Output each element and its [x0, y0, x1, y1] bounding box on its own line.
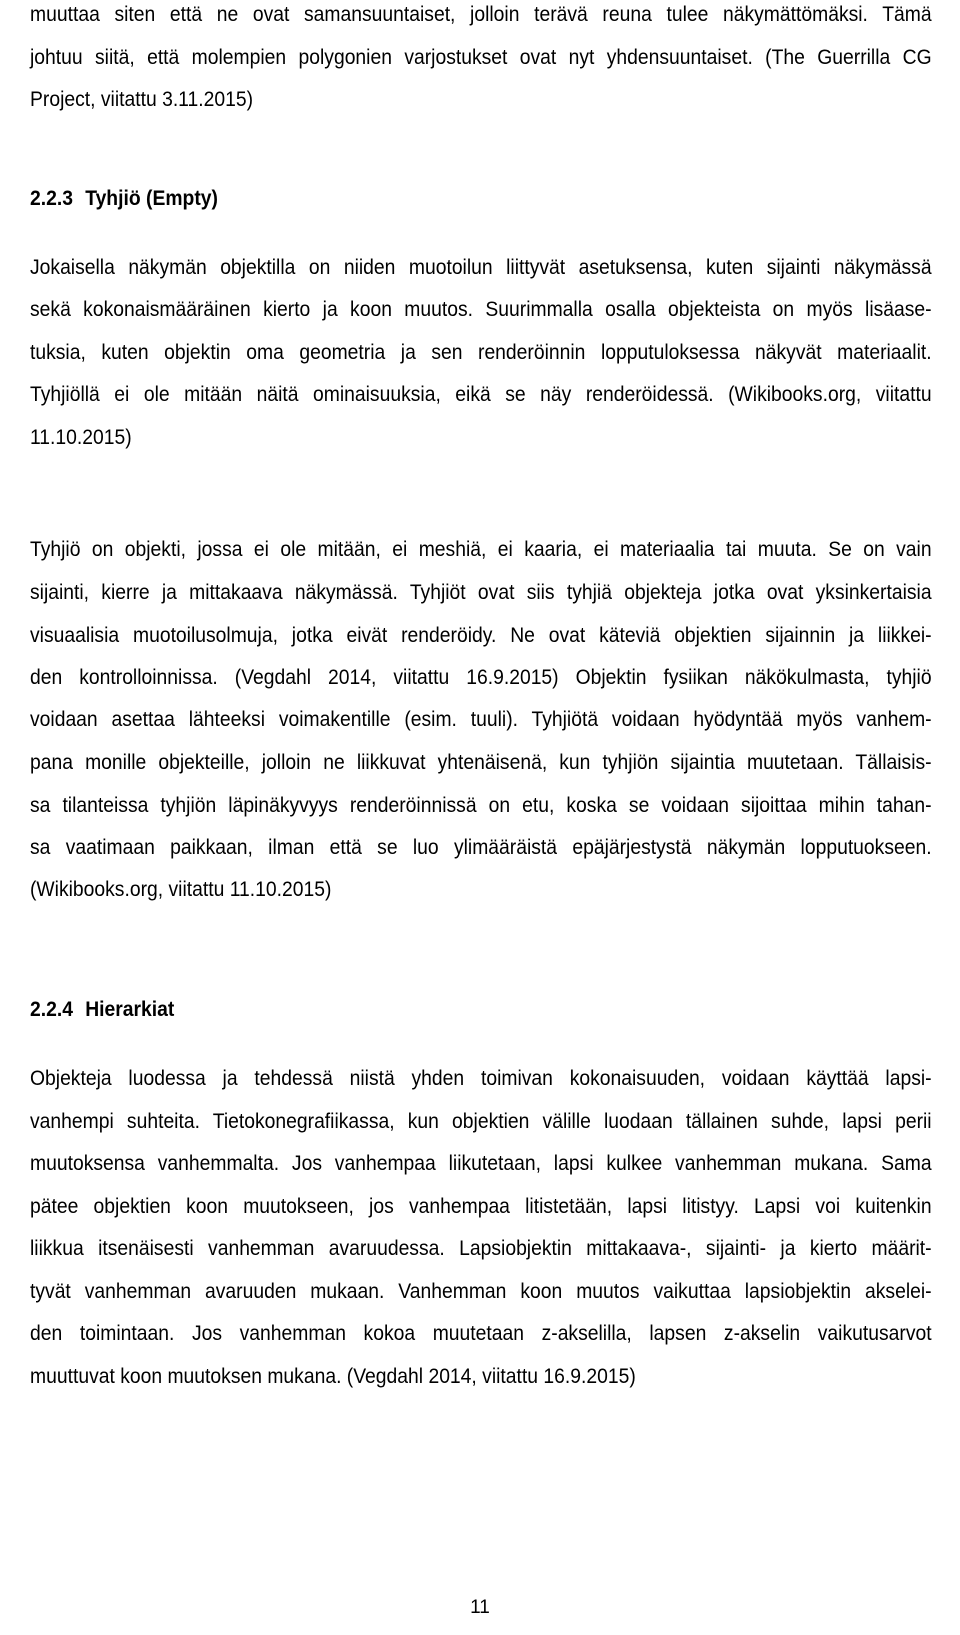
paragraph-line: vanhempi suhteita. Tietokonegrafiikassa, kun objektien välille luodaan tällainen suhde, lapsi perii: [30, 1110, 932, 1133]
section-title: Tyhjiö (Empty): [85, 187, 218, 210]
paragraph-line: 11.10.2015): [30, 426, 132, 449]
paragraph-line: den toimintaan. Jos vanhemman kokoa muutetaan z-akselilla, lapsen z-akselin vaikutusarvot: [30, 1322, 932, 1345]
paragraph-line: Jokaisella näkymän objektilla on niiden muotoilun liittyvät asetuksensa, kuten sijainti näkymässä: [30, 256, 932, 279]
paragraph-line: pana monille objekteille, jolloin ne liikkuvat yhtenäisenä, kun tyhjiön sijaintia muutetaan. Tällaisis-: [30, 751, 932, 774]
section-number: 2.2.4: [30, 998, 73, 1021]
paragraph-line: Tyhjiöllä ei ole mitään näitä ominaisuuksia, eikä se näy renderöidessä. (Wikibooks.org, viitattu: [30, 383, 932, 406]
paragraph-line: muutoksensa vanhemmalta. Jos vanhempaa liikutetaan, lapsi kulkee vanhemman mukana. Sama: [30, 1152, 932, 1175]
paragraph-line: (Wikibooks.org, viitattu 11.10.2015): [30, 878, 332, 901]
paragraph-line: tuksia, kuten objektin oma geometria ja sen renderöinnin lopputuloksessa näkyvät materiaalit.: [30, 341, 932, 364]
section-title: Hierarkiat: [85, 998, 175, 1021]
paragraph-line: visuaalisia muotoilusolmuja, jotka eivät renderöidy. Ne ovat käteviä objektien sijainnin ja liikkei-: [30, 624, 932, 647]
paragraph-line: voidaan asettaa lähteeksi voimakentille (esim. tuuli). Tyhjiötä voidaan hyödyntää myös vanhem-: [30, 708, 932, 731]
section-number: 2.2.3: [30, 187, 73, 210]
paragraph-line: sekä kokonaismääräinen kierto ja koon muutos. Suurimmalla osalla objekteista on myös lisäase-: [30, 298, 932, 321]
paragraph-line: sa vaatimaan paikkaan, ilman että se luo ylimääräistä epäjärjestystä näkymän lopputuokseen.: [30, 836, 932, 859]
section-heading-2-2-4: [30, 997, 174, 1023]
intro-line-2: johtuu siitä, että molempien polygonien varjostukset ovat nyt yhdensuuntaiset. (The Guerrilla CG: [30, 46, 932, 69]
paragraph-line: den kontrolloinnissa. (Vegdahl 2014, viitattu 16.9.2015) Objektin fysiikan näkökulmasta, tyhjiö: [30, 666, 932, 689]
page-number: 11: [470, 1597, 490, 1618]
paragraph-line: sijainti, kierre ja mittakaava näkymässä. Tyhjiöt ovat siis tyhjiä objekteja jotka ovat yksinkertaisia: [30, 581, 932, 604]
paragraph-line: pätee objektien koon muutokseen, jos vanhempaa litistetään, lapsi litistyy. Lapsi voi kuitenkin: [30, 1195, 932, 1218]
paragraph-line: Tyhjiö on objekti, jossa ei ole mitään, ei meshiä, ei kaaria, ei materiaalia tai muuta. Se on vain: [30, 538, 932, 561]
intro-line-3: Project, viitattu 3.11.2015): [30, 88, 254, 111]
paragraph-line: muuttuvat koon muutoksen mukana. (Vegdahl 2014, viitattu 16.9.2015): [30, 1365, 636, 1388]
paragraph-line: liikkua itsenäisesti vanhemman avaruudessa. Lapsiobjektin mittakaava-, sijainti- ja kierto määrit-: [30, 1237, 932, 1260]
paragraph-line: sa tilanteissa tyhjiön läpinäkyvyys renderöinnissä on etu, koska se voidaan sijoittaa mihin tahan-: [30, 794, 932, 817]
section-heading-2-2-3: [30, 186, 218, 212]
paragraph-line: Objekteja luodessa ja tehdessä niistä yhden toimivan kokonaisuuden, voidaan käyttää lapsi-: [30, 1067, 932, 1090]
paragraph-line: tyvät vanhemman avaruuden mukaan. Vanhemman koon muutos vaikuttaa lapsiobjektin akselei-: [30, 1280, 932, 1303]
intro-line-1: muuttaa siten että ne ovat samansuuntaiset, jolloin terävä reuna tulee näkymättömäksi. Tämä: [30, 3, 932, 26]
